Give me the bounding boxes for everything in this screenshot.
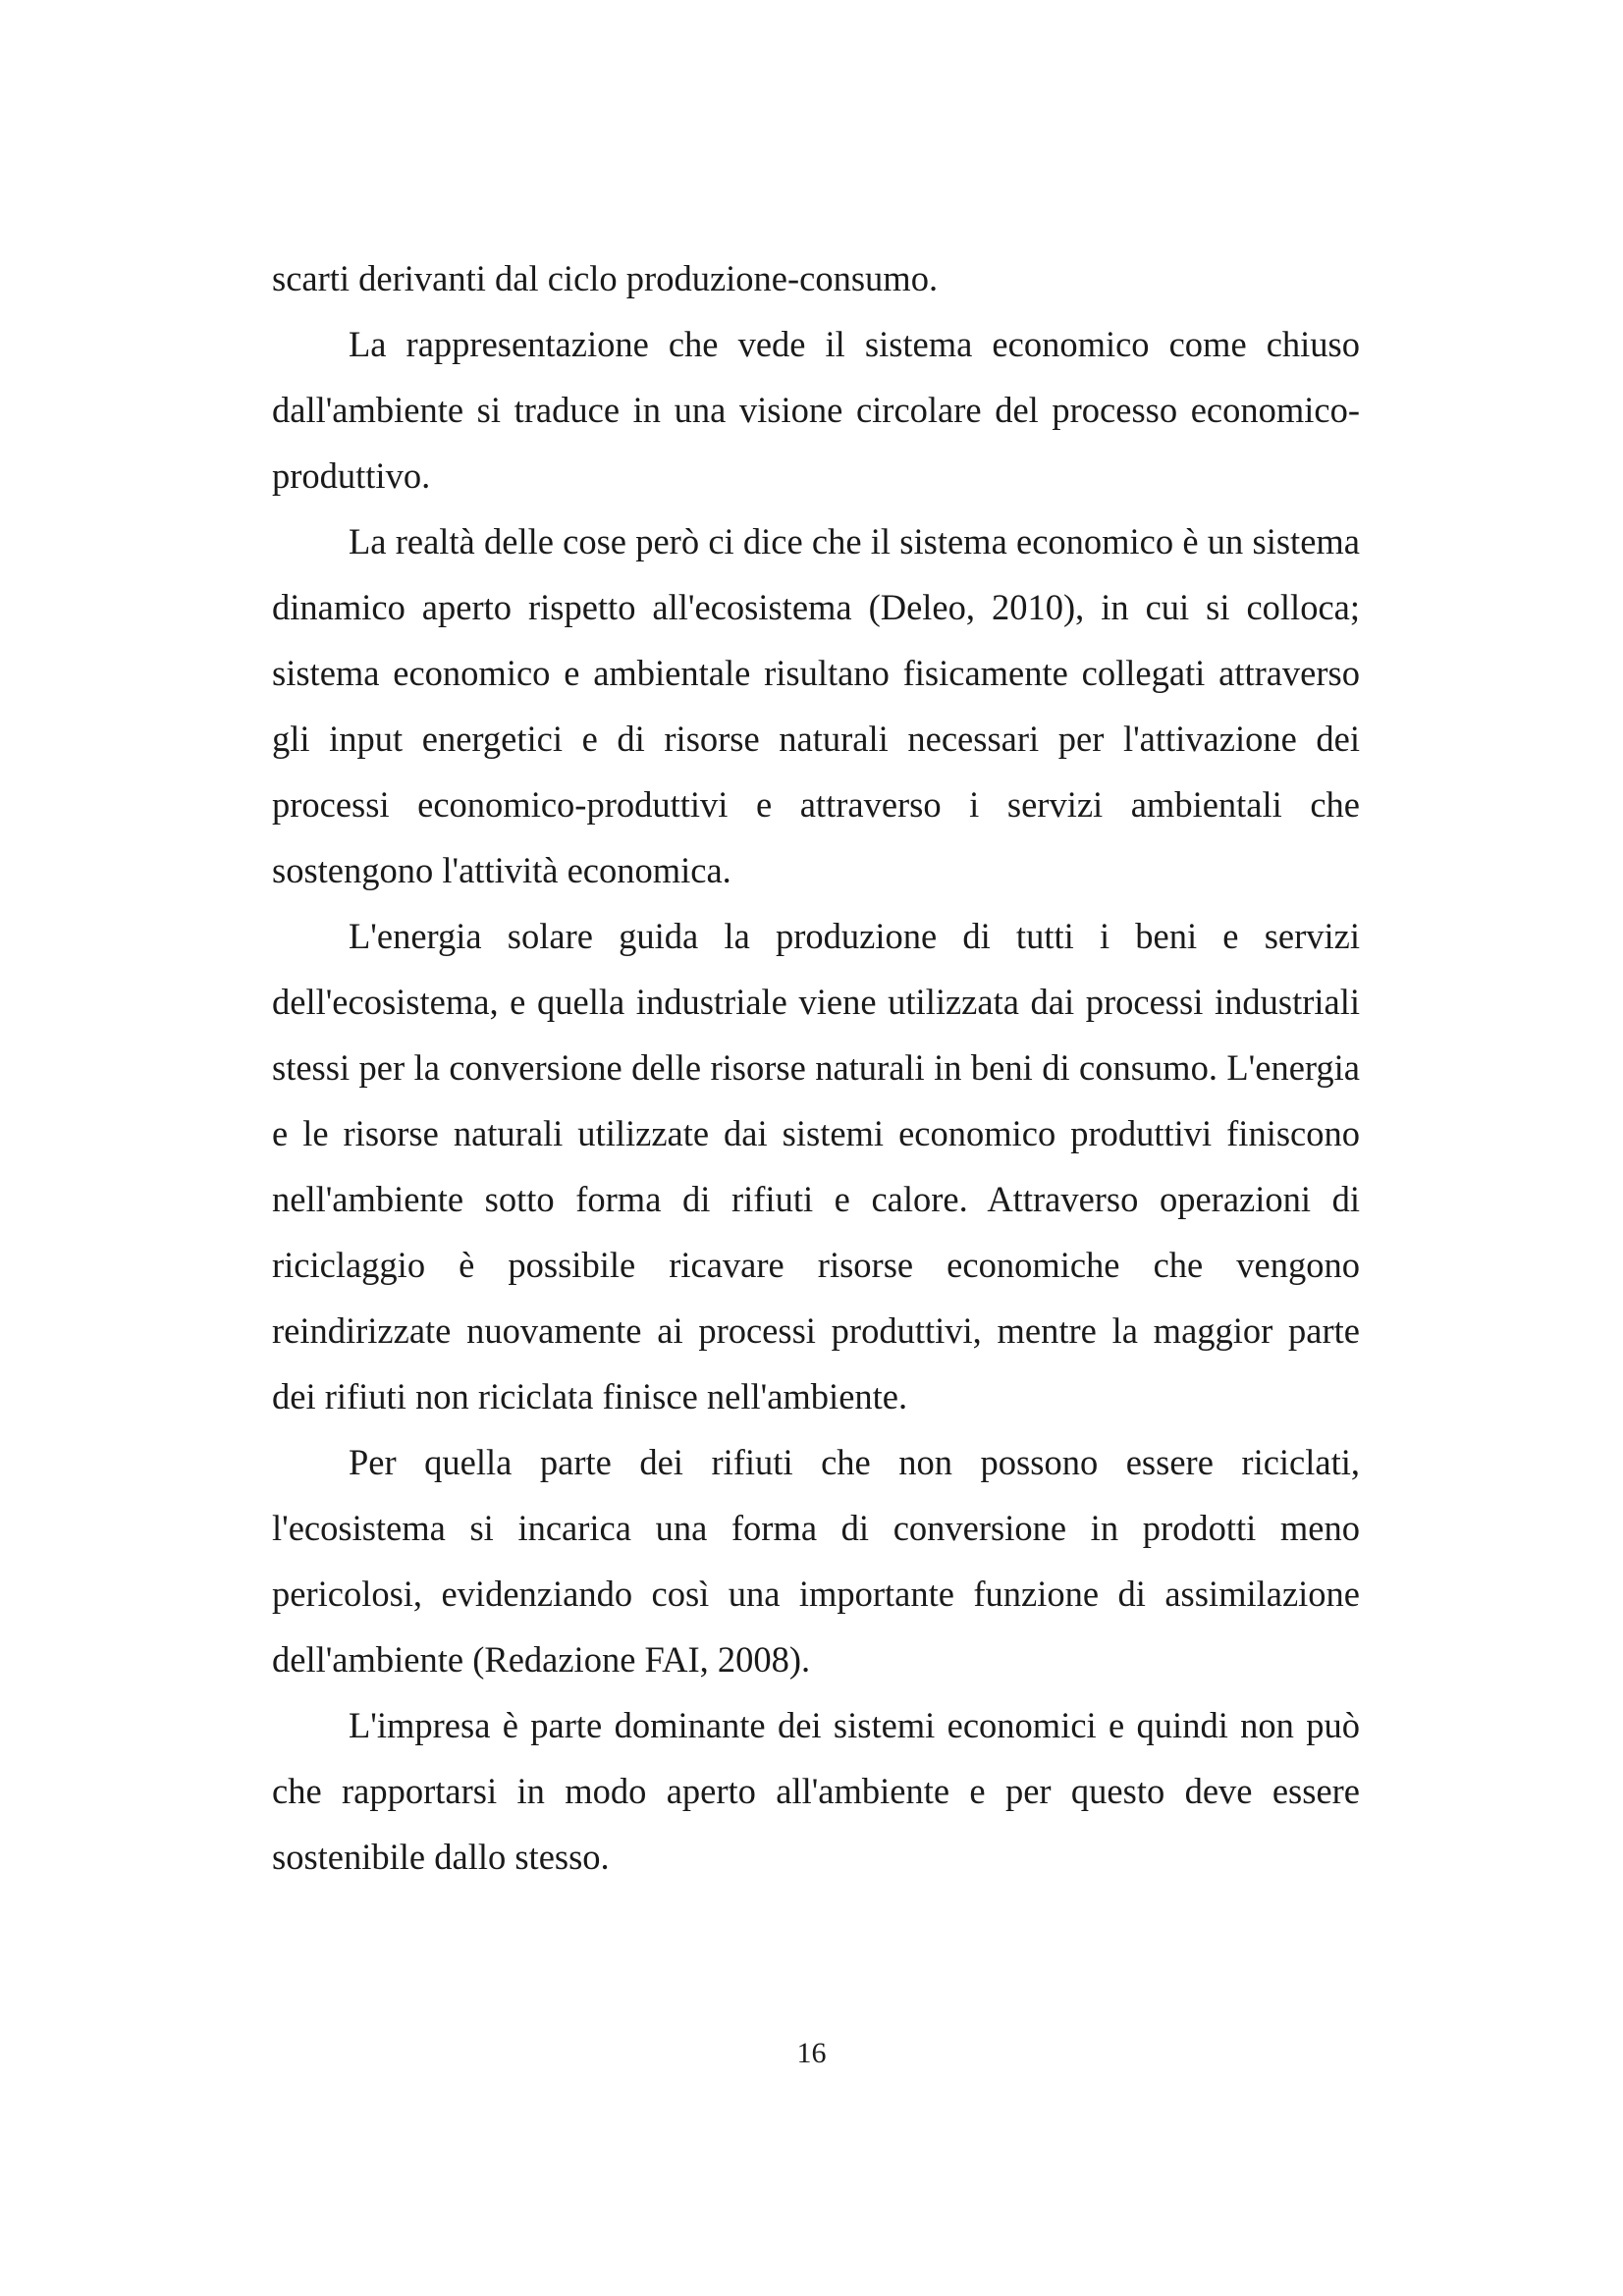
body-text — [272, 245, 1360, 1890]
paragraph-solar-energy: L'energia solare guida la produzione di tutti i beni e servizi dell'ecosistema, e quella industriale viene utilizzata dai processi industriali stessi per la conversione delle risorse naturali in beni di consumo. L'energia e le risorse naturali utilizzate dai sistemi economico produttivi finiscono nell'ambiente sotto forma di rifiuti e calore. Attraverso operazioni di riciclaggio è possibile ricavare risorse economiche che vengono reindirizzate nuovamente ai processi produttivi, mentre la maggior parte dei rifiuti non riciclata finisce nell'ambiente. — [272, 916, 1360, 1416]
paragraph-continuation: scarti derivanti dal ciclo produzione-consumo. — [272, 258, 939, 298]
paragraph-assimilation: Per quella parte dei rifiuti che non possono essere riciclati, l'ecosistema si incarica una forma di conversione in prodotti meno pericolosi, evidenziando così una importante funzione di assimilazione dell'ambiente (Redazione FAI, 2008). — [272, 1442, 1360, 1680]
paragraph-circular-vision: La rappresentazione che vede il sistema economico come chiuso dall'ambiente si traduce in una visione circolare del processo economico-produttivo. — [272, 324, 1360, 496]
paragraph-open-system: La realtà delle cose però ci dice che il sistema economico è un sistema dinamico aperto rispetto all'ecosistema (Deleo, 2010), in cui si colloca; sistema economico e ambientale risultano fisicamente collegati attraverso gli input energetici e di risorse naturali necessari per l'attivazione dei processi economico-produttivi e attraverso i servizi ambientali che sostengono l'attività economica. — [272, 521, 1360, 890]
paragraph-enterprise: L'impresa è parte dominante dei sistemi economici e quindi non può che rapportarsi in modo aperto all'ambiente e per questo deve essere sostenibile dallo stesso. — [272, 1705, 1360, 1877]
page-number: 16 — [796, 2037, 827, 2069]
